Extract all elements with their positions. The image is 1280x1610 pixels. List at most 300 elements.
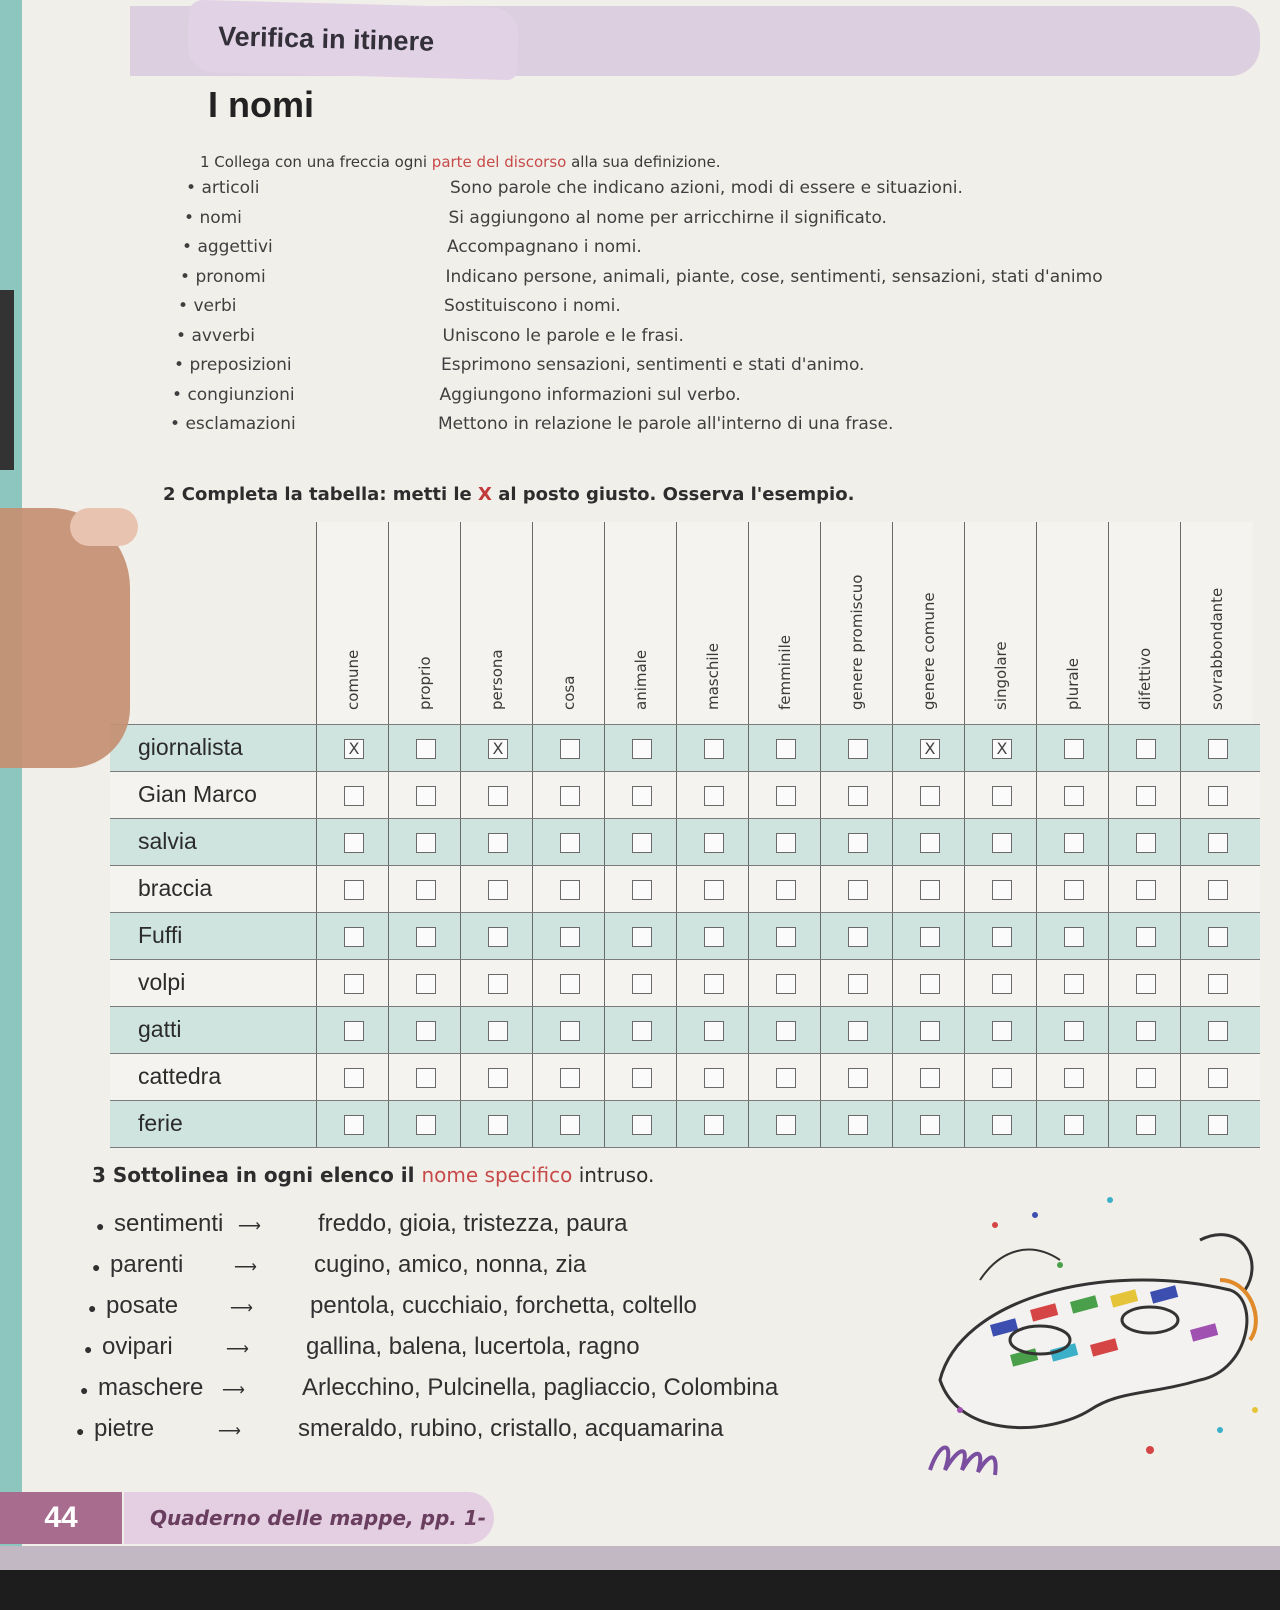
table-cell xyxy=(1108,1054,1181,1100)
checkbox[interactable] xyxy=(704,1021,724,1041)
checkbox[interactable] xyxy=(560,786,580,806)
checkbox[interactable] xyxy=(776,833,796,853)
checkbox[interactable] xyxy=(992,786,1012,806)
checkbox[interactable] xyxy=(1136,1068,1156,1088)
checkbox[interactable] xyxy=(992,1115,1012,1135)
ex3-row xyxy=(0,1415,900,1449)
table-cell xyxy=(820,1101,893,1147)
column-label: genere promiscuo xyxy=(848,574,866,710)
checkbox[interactable]: X xyxy=(992,739,1012,759)
checkbox[interactable] xyxy=(560,739,580,759)
table-bottom-border xyxy=(110,1147,1260,1148)
checkbox[interactable] xyxy=(776,786,796,806)
table-cell xyxy=(964,772,1037,818)
ex2-instruction-end: al posto giusto. Osserva l'esempio. xyxy=(491,484,855,505)
ex1-term: • preposizioni xyxy=(174,355,292,375)
checkbox[interactable] xyxy=(920,786,940,806)
ex3-category: sentimenti xyxy=(114,1210,224,1237)
ex1-definition: Aggiungono informazioni sul verbo. xyxy=(439,384,741,405)
table-cell xyxy=(1180,819,1253,865)
table-cell xyxy=(964,1007,1037,1053)
nouns-table xyxy=(110,522,1260,1147)
checkbox[interactable] xyxy=(344,833,364,853)
checkbox[interactable] xyxy=(848,1021,868,1041)
table-header xyxy=(110,522,1260,724)
row-label: giornalista xyxy=(138,734,243,760)
checkbox[interactable] xyxy=(704,739,724,759)
table-cell xyxy=(892,772,965,818)
table-cell xyxy=(532,866,605,912)
row-label: gatti xyxy=(138,1016,182,1042)
table-cell xyxy=(748,1054,821,1100)
checkbox[interactable] xyxy=(992,1021,1012,1041)
checkbox[interactable] xyxy=(848,1115,868,1135)
checkbox[interactable] xyxy=(704,974,724,994)
table-cell xyxy=(1180,772,1253,818)
row-label: volpi xyxy=(138,969,186,995)
table-cell xyxy=(460,772,533,818)
checkbox[interactable] xyxy=(344,880,364,900)
table-cell xyxy=(1108,866,1181,912)
ex1-definition: Si aggiungono al nome per arricchirne il significato. xyxy=(448,207,887,228)
table-cell xyxy=(316,1007,389,1053)
checkbox[interactable] xyxy=(632,880,652,900)
checkbox[interactable] xyxy=(920,974,940,994)
checkbox[interactable] xyxy=(488,1115,508,1135)
checkbox[interactable] xyxy=(848,927,868,947)
checkbox[interactable] xyxy=(1136,739,1156,759)
checkbox[interactable] xyxy=(1136,786,1156,806)
table-cell xyxy=(820,1054,893,1100)
table-column-header xyxy=(1108,522,1181,724)
table-cell xyxy=(820,866,893,912)
arrow-icon: ⟶ xyxy=(222,1382,245,1399)
carnival-mask-illustration xyxy=(900,1180,1270,1500)
checkbox[interactable] xyxy=(992,1068,1012,1088)
table-column-header xyxy=(676,522,749,724)
table-column-header xyxy=(820,522,893,724)
table-column-header xyxy=(892,522,965,724)
table-cell xyxy=(820,819,893,865)
ex1-row xyxy=(0,326,1280,354)
checkbox[interactable] xyxy=(416,927,436,947)
ex3-instruction-highlight: nome specifico xyxy=(421,1163,573,1187)
table-column-header xyxy=(748,522,821,724)
table-cell xyxy=(532,913,605,959)
column-label: genere comune xyxy=(920,592,938,710)
table-column-header xyxy=(604,522,677,724)
table-cell xyxy=(964,819,1037,865)
bullet: ● xyxy=(96,1218,105,1234)
checkbox[interactable] xyxy=(920,1068,940,1088)
ex1-term: • articoli xyxy=(186,178,259,198)
checkbox[interactable] xyxy=(1064,739,1084,759)
checkbox[interactable] xyxy=(344,974,364,994)
checkbox[interactable] xyxy=(920,1115,940,1135)
checkbox[interactable] xyxy=(776,974,796,994)
table-row xyxy=(110,818,1260,865)
table-cell xyxy=(820,1007,893,1053)
ex1-row xyxy=(0,267,1280,295)
checkbox[interactable] xyxy=(416,786,436,806)
checkbox[interactable] xyxy=(1208,739,1228,759)
ex1-definition: Mettono in relazione le parole all'interno di una frase. xyxy=(438,414,894,434)
checkbox[interactable] xyxy=(416,880,436,900)
table-cell xyxy=(532,1007,605,1053)
table-cell xyxy=(1108,913,1181,959)
ex1-definition: Accompagnano i nomi. xyxy=(447,237,642,257)
checkbox[interactable] xyxy=(488,1021,508,1041)
row-label: Gian Marco xyxy=(138,781,257,807)
checkbox[interactable] xyxy=(1208,927,1228,947)
arrow-icon: ⟶ xyxy=(234,1259,257,1276)
table-cell xyxy=(676,1007,749,1053)
checkbox[interactable] xyxy=(416,1115,436,1135)
table-cell xyxy=(1180,866,1253,912)
ex1-term: • congiunzioni xyxy=(172,385,295,405)
table-column-header xyxy=(1036,522,1109,724)
checkbox[interactable] xyxy=(1208,1115,1228,1135)
bullet: ● xyxy=(80,1382,89,1398)
table-cell xyxy=(532,1054,605,1100)
checkbox[interactable] xyxy=(632,1068,652,1088)
table-cell xyxy=(1108,1007,1181,1053)
checkbox[interactable] xyxy=(632,739,652,759)
table-cell xyxy=(748,1007,821,1053)
table-cell xyxy=(532,725,605,771)
column-label: persona xyxy=(488,649,506,710)
checkbox[interactable] xyxy=(416,1068,436,1088)
table-cell xyxy=(1036,819,1109,865)
checkbox[interactable] xyxy=(992,974,1012,994)
table-cell xyxy=(316,772,389,818)
checkbox[interactable] xyxy=(920,927,940,947)
checkbox[interactable] xyxy=(704,1068,724,1088)
checkbox[interactable] xyxy=(920,833,940,853)
checkbox[interactable] xyxy=(848,880,868,900)
ex3-word-list: Arlecchino, Pulcinella, pagliaccio, Colombina xyxy=(302,1374,779,1401)
table-cell xyxy=(316,819,389,865)
checkbox[interactable] xyxy=(848,833,868,853)
checkbox[interactable] xyxy=(416,1021,436,1041)
checkbox[interactable] xyxy=(1136,927,1156,947)
table-row xyxy=(110,959,1260,1006)
table-cell xyxy=(460,1007,533,1053)
checkbox[interactable] xyxy=(1136,880,1156,900)
exercise3-instruction xyxy=(92,1163,654,1187)
checkbox[interactable] xyxy=(992,833,1012,853)
ex2-instruction-x: X xyxy=(478,484,492,505)
checkbox[interactable] xyxy=(992,880,1012,900)
checkbox[interactable]: X xyxy=(920,739,940,759)
table-cell xyxy=(460,960,533,1006)
table-cell xyxy=(388,1054,461,1100)
checkbox[interactable] xyxy=(344,927,364,947)
checkbox[interactable] xyxy=(776,739,796,759)
table-cell xyxy=(892,913,965,959)
ex1-row xyxy=(0,385,1280,413)
table-row xyxy=(110,1006,1260,1053)
ex1-row xyxy=(0,355,1280,383)
table-cell xyxy=(604,819,677,865)
checkbox[interactable] xyxy=(920,1021,940,1041)
checkbox[interactable] xyxy=(632,786,652,806)
checkbox[interactable] xyxy=(776,1068,796,1088)
ex1-row xyxy=(0,296,1280,324)
table-cell xyxy=(316,1101,389,1147)
table-cell xyxy=(388,1007,461,1053)
checkbox[interactable] xyxy=(1136,1115,1156,1135)
checkbox[interactable] xyxy=(1136,974,1156,994)
column-label: animale xyxy=(632,649,650,710)
checkbox[interactable] xyxy=(560,1021,580,1041)
checkbox[interactable] xyxy=(632,974,652,994)
checkbox[interactable] xyxy=(632,1115,652,1135)
checkbox[interactable] xyxy=(488,833,508,853)
ex3-row xyxy=(0,1374,900,1408)
column-label: proprio xyxy=(416,656,434,710)
ex1-instruction-end: alla sua definizione. xyxy=(566,153,721,171)
table-cell xyxy=(820,725,893,771)
table-cell xyxy=(892,1007,965,1053)
checkbox[interactable] xyxy=(344,1115,364,1135)
ex1-term: • esclamazioni xyxy=(170,414,296,434)
page-number: 44 xyxy=(0,1492,122,1544)
column-label: difettivo xyxy=(1136,647,1154,710)
ex1-row xyxy=(0,178,1280,206)
checkbox[interactable] xyxy=(704,1115,724,1135)
table-cell xyxy=(316,913,389,959)
ex3-word-list: pentola, cucchiaio, forchetta, coltello xyxy=(310,1292,697,1319)
checkbox[interactable] xyxy=(488,786,508,806)
checkbox[interactable] xyxy=(848,1068,868,1088)
ex3-category: maschere xyxy=(98,1374,204,1401)
hand-finger xyxy=(0,508,130,768)
checkbox[interactable] xyxy=(1136,1021,1156,1041)
table-cell xyxy=(748,866,821,912)
ex1-definition: Uniscono le parole e le frasi. xyxy=(442,325,684,346)
column-label: singolare xyxy=(992,641,1010,710)
table-cell xyxy=(892,1101,965,1147)
ex1-row xyxy=(0,208,1280,236)
table-row xyxy=(110,1053,1260,1100)
table-cell xyxy=(388,960,461,1006)
table-cell xyxy=(748,772,821,818)
checkbox[interactable] xyxy=(1136,833,1156,853)
checkbox[interactable] xyxy=(1064,927,1084,947)
table-cell xyxy=(604,866,677,912)
ex1-term: • aggettivi xyxy=(182,237,273,257)
table-cell xyxy=(1180,913,1253,959)
checkbox[interactable] xyxy=(992,927,1012,947)
column-label: sovrabbondante xyxy=(1208,587,1226,710)
checkbox[interactable] xyxy=(416,833,436,853)
checkbox[interactable] xyxy=(344,1068,364,1088)
checkbox[interactable] xyxy=(776,1115,796,1135)
column-label: plurale xyxy=(1064,658,1082,710)
ex1-definition: Esprimono sensazioni, sentimenti e stati d'animo. xyxy=(441,355,865,375)
table-cell xyxy=(532,1101,605,1147)
checkbox[interactable] xyxy=(560,1115,580,1135)
ex3-row xyxy=(0,1210,900,1244)
table-cell xyxy=(388,866,461,912)
checkbox[interactable] xyxy=(488,974,508,994)
checkbox[interactable] xyxy=(704,927,724,947)
table-cell xyxy=(604,772,677,818)
ex1-term: • avverbi xyxy=(176,326,255,346)
checkbox[interactable] xyxy=(848,974,868,994)
checkbox[interactable] xyxy=(848,786,868,806)
column-label: cosa xyxy=(560,675,578,710)
column-label: comune xyxy=(344,649,362,710)
table-column-header xyxy=(460,522,533,724)
checkbox[interactable] xyxy=(344,786,364,806)
checkbox[interactable] xyxy=(488,880,508,900)
checkbox[interactable] xyxy=(1064,833,1084,853)
checkbox[interactable] xyxy=(1064,1021,1084,1041)
table-cell xyxy=(964,960,1037,1006)
table-row xyxy=(110,771,1260,818)
table-cell xyxy=(1180,1054,1253,1100)
table-cell xyxy=(316,725,389,771)
finger-nail xyxy=(70,508,138,546)
table-cell xyxy=(604,913,677,959)
checkbox[interactable] xyxy=(1208,1021,1228,1041)
checkbox[interactable] xyxy=(560,927,580,947)
checkbox[interactable] xyxy=(560,974,580,994)
table-cell xyxy=(460,1101,533,1147)
checkbox[interactable] xyxy=(560,880,580,900)
table-column-header xyxy=(316,522,389,724)
ex3-row xyxy=(0,1251,900,1285)
table-cell xyxy=(964,866,1037,912)
table-column-header xyxy=(532,522,605,724)
table-row xyxy=(110,1100,1260,1147)
table-cell xyxy=(964,1101,1037,1147)
checkbox[interactable] xyxy=(1208,974,1228,994)
table-cell xyxy=(1036,772,1109,818)
table-cell xyxy=(316,866,389,912)
table-cell xyxy=(820,772,893,818)
checkbox[interactable] xyxy=(776,1021,796,1041)
checkbox[interactable] xyxy=(1064,786,1084,806)
table-cell xyxy=(604,960,677,1006)
table-cell xyxy=(892,819,965,865)
checkbox[interactable] xyxy=(1064,1068,1084,1088)
checkbox[interactable] xyxy=(848,739,868,759)
checkbox[interactable] xyxy=(1208,786,1228,806)
table-cell xyxy=(388,725,461,771)
table-cell xyxy=(1108,725,1181,771)
checkbox[interactable] xyxy=(416,974,436,994)
ex1-term: • verbi xyxy=(178,296,236,316)
bullet: ● xyxy=(92,1259,101,1275)
table-cell xyxy=(892,960,965,1006)
ex3-row xyxy=(0,1292,900,1326)
checkbox[interactable]: X xyxy=(488,739,508,759)
checkbox[interactable] xyxy=(560,833,580,853)
table-cell xyxy=(676,1054,749,1100)
table-row xyxy=(110,724,1260,771)
arrow-icon: ⟶ xyxy=(218,1423,241,1440)
bullet: ● xyxy=(84,1341,93,1357)
checkbox[interactable] xyxy=(488,1068,508,1088)
checkbox[interactable] xyxy=(632,833,652,853)
checkbox[interactable] xyxy=(1064,880,1084,900)
table-cell xyxy=(388,772,461,818)
table-cell xyxy=(460,819,533,865)
ex1-definition: Sono parole che indicano azioni, modi di essere e situazioni. xyxy=(450,178,963,198)
table-cell xyxy=(532,819,605,865)
ex3-category: parenti xyxy=(110,1251,184,1278)
checkbox[interactable] xyxy=(704,833,724,853)
table-cell xyxy=(748,913,821,959)
checkbox[interactable]: X xyxy=(344,739,364,759)
row-label: Fuffi xyxy=(138,922,183,948)
table-cell xyxy=(532,960,605,1006)
checkbox[interactable] xyxy=(632,1021,652,1041)
ex3-category: pietre xyxy=(94,1415,155,1442)
arrow-icon: ⟶ xyxy=(238,1218,261,1235)
checkbox[interactable] xyxy=(344,1021,364,1041)
ex1-term: • nomi xyxy=(184,208,242,228)
table-cell xyxy=(1180,725,1253,771)
table-cell xyxy=(388,819,461,865)
table-cell xyxy=(316,1054,389,1100)
ex1-row xyxy=(0,414,1280,442)
row-label: cattedra xyxy=(138,1063,222,1089)
table-cell xyxy=(676,866,749,912)
table-cell xyxy=(1036,1054,1109,1100)
table-cell xyxy=(1180,960,1253,1006)
bullet: ● xyxy=(88,1300,97,1316)
checkbox[interactable] xyxy=(1064,974,1084,994)
table-cell xyxy=(604,725,677,771)
checkbox[interactable] xyxy=(1208,1068,1228,1088)
checkbox[interactable] xyxy=(632,927,652,947)
checkbox[interactable] xyxy=(560,1068,580,1088)
table-cell xyxy=(1108,772,1181,818)
exercise2-instruction xyxy=(163,484,854,505)
checkbox[interactable] xyxy=(1208,880,1228,900)
table-cell xyxy=(460,866,533,912)
table-cell xyxy=(1108,960,1181,1006)
checkbox[interactable] xyxy=(776,927,796,947)
table-cell xyxy=(748,819,821,865)
checkbox[interactable] xyxy=(488,927,508,947)
table-cell xyxy=(1108,1101,1181,1147)
table-cell xyxy=(892,725,965,771)
checkbox[interactable] xyxy=(920,880,940,900)
checkbox[interactable] xyxy=(704,880,724,900)
table-cell xyxy=(604,1007,677,1053)
table-body xyxy=(110,724,1260,1147)
header-badge-text: Verifica in itinere xyxy=(217,21,435,57)
checkbox[interactable] xyxy=(416,739,436,759)
table-cell xyxy=(1036,866,1109,912)
checkbox[interactable] xyxy=(1208,833,1228,853)
table-cell xyxy=(460,1054,533,1100)
table-cell xyxy=(820,960,893,1006)
table-cell xyxy=(964,1054,1037,1100)
checkbox[interactable] xyxy=(704,786,724,806)
ex1-term: • pronomi xyxy=(180,267,266,287)
checkbox[interactable] xyxy=(1064,1115,1084,1135)
table-cell xyxy=(388,1101,461,1147)
arrow-icon: ⟶ xyxy=(230,1300,253,1317)
checkbox[interactable] xyxy=(776,880,796,900)
table-cell xyxy=(1108,819,1181,865)
